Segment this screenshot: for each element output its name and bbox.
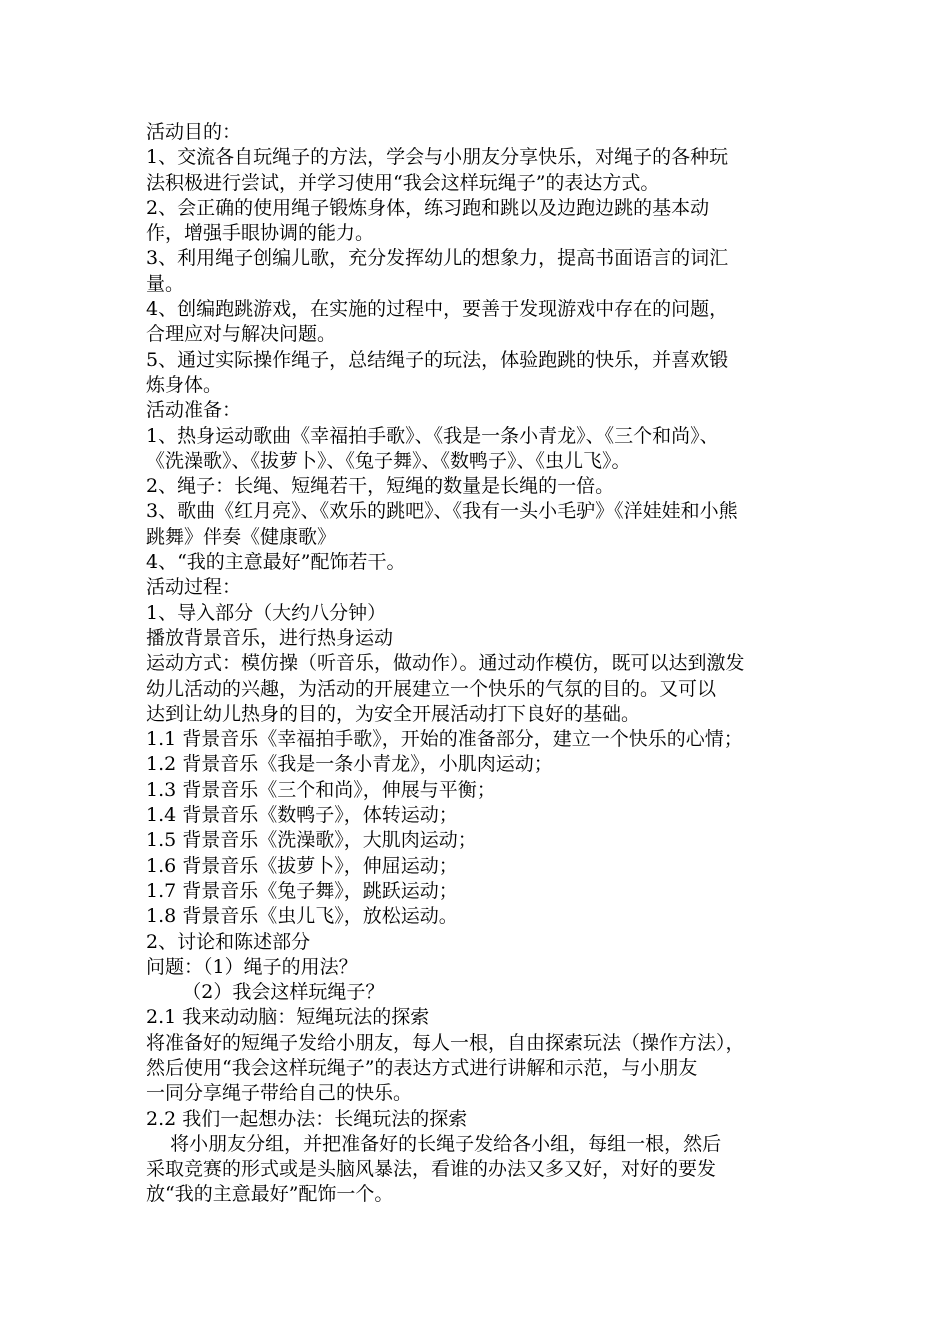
text-line: 2、讨论和陈述部分 [146,930,311,953]
text-line: 4、创编跑跳游戏，在实施的过程中，要善于发现游戏中存在的问题， [146,298,729,321]
text-line: 1、热身运动歌曲《幸福拍手歌》、《我是一条小青龙》、《三个和尚》、 [146,424,719,447]
text-line: 炼身体。 [146,373,223,396]
text-line: 《洗澡歌》、《拔萝卜》、《兔子舞》、《数鸭子》、《虫儿飞》。 [146,449,631,472]
text-line: 2.2 我们一起想办法：长绳玩法的探索 [146,1107,468,1130]
text-line: 3、歌曲《红月亮》、《欢乐的跳吧》、《我有一头小毛驴》《洋娃娃和小熊 [146,500,738,523]
text-line: 2、会正确的使用绳子锻炼身体，练习跑和跳以及边跑边跳的基本动 [146,196,710,219]
text-line: 1.5 背景音乐《洗澡歌》，大肌肉运动； [146,829,477,852]
text-line: 3、利用绳子创编儿歌，充分发挥幼儿的想象力，提高书面语言的词汇 [146,247,729,270]
text-line: 法积极进行尝试，并学习使用“我会这样玩绳子”的表达方式。 [146,171,660,194]
text-line: 1.3 背景音乐《三个和尚》，伸展与平衡； [146,778,496,801]
text-line: 量。 [146,272,185,295]
text-line: 然后使用“我会这样玩绳子”的表达方式进行讲解和示范，与小朋友 [146,1056,698,1079]
text-line: 问题：（1）绳子的用法？ [146,955,358,978]
text-line: 1.2 背景音乐《我是一条小青龙》，小肌肉运动； [146,753,553,776]
text-line: 1.1 背景音乐《幸福拍手歌》，开始的准备部分，建立一个快乐的心情； [146,728,743,751]
text-line: 运动方式：模仿操（听音乐，做动作）。通过动作模仿，既可以达到激发 [146,652,745,675]
text-line: 放“我的主意最好”配饰一个。 [146,1183,394,1206]
document-body [146,120,816,1208]
text-line: 1.7 背景音乐《兔子舞》，跳跃运动； [146,879,458,902]
text-line: 5、通过实际操作绳子，总结绳子的玩法，体验跑跳的快乐，并喜欢锻 [146,348,729,371]
text-line: 2、绳子：长绳、短绳若干，短绳的数量是长绳的一倍。 [146,475,615,498]
text-line: 合理应对与解决问题。 [146,323,337,346]
text-line: 将准备好的短绳子发给小朋友，每人一根，自由探索玩法（操作方法）， [146,1031,745,1054]
text-line: 1.6 背景音乐《拔萝卜》，伸屈运动； [146,854,458,877]
text-line: 活动目的： [146,121,242,143]
text-line: 作，增强手眼协调的能力。 [146,222,375,245]
text-line: 将小朋友分组，并把准备好的长绳子发给各小组，每组一根，然后 [146,1132,722,1155]
text-line: 1.4 背景音乐《数鸭子》，体转运动； [146,804,458,827]
text-line: 幼儿活动的兴趣，为活动的开展建立一个快乐的气氛的目的。又可以 [146,677,717,700]
text-line: 活动过程： [146,576,242,599]
text-line: 2.1 我来动动脑：短绳玩法的探索 [146,1006,430,1029]
text-line: 跳舞》伴奏《健康歌》 [146,525,337,548]
text-line: 1.8 背景音乐《虫儿飞》，放松运动。 [146,905,458,928]
text-line: （2）我会这样玩绳子？ [146,981,385,1004]
text-line: 采取竞赛的形式或是头脑风暴法，看谁的办法又多又好，对好的要发 [146,1158,717,1181]
text-line: 一同分享绳子带给自己的快乐。 [146,1082,413,1105]
text-line: 4、“我的主意最好”配饰若干。 [146,551,406,574]
text-line: 播放背景音乐，进行热身运动 [146,626,394,649]
text-line: 1、导入部分（大约八分钟） [146,601,387,624]
text-line: 达到让幼儿热身的目的，为安全开展活动打下良好的基础。 [146,702,641,725]
text-line: 1、交流各自玩绳子的方法，学会与小朋友分享快乐，对绳子的各种玩 [146,146,729,169]
text-line: 活动准备： [146,399,242,422]
